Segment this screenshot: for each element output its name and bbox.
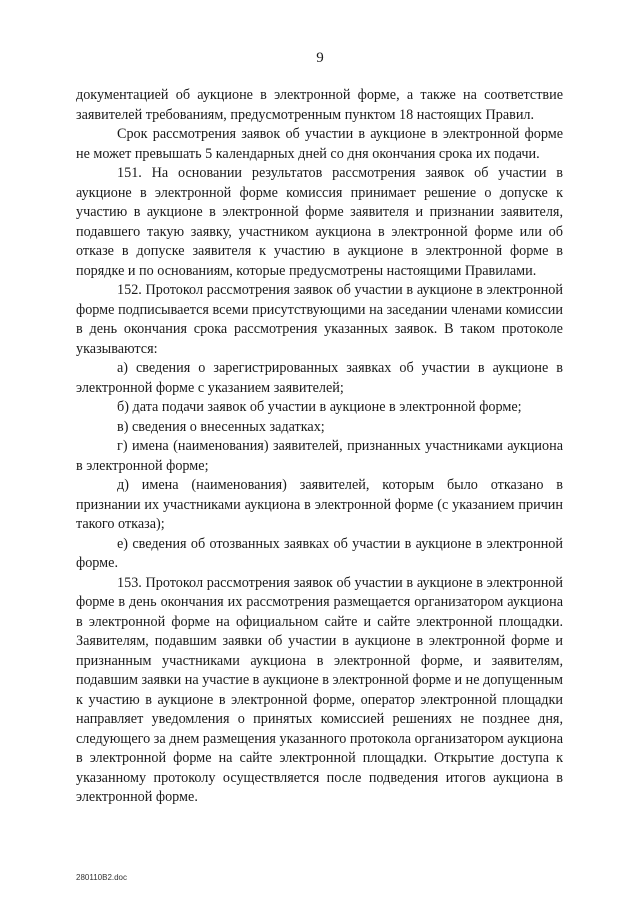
page-number: 9 <box>316 50 324 66</box>
paragraph: 152. Протокол рассмотрения заявок об участии в аукционе в электронной форме подписывается всеми присутствующими на заседании членами комиссии в день окончания срока рассмотрения указанных заявок. В таком протоколе указываются: <box>76 282 563 357</box>
list-item: а) сведения о зарегистрированных заявках об участии в аукционе в электронной форме с указанием заявителей; <box>76 360 563 396</box>
document-body <box>76 86 563 808</box>
list-item: г) имена (наименования) заявителей, признанных участниками аукциона в электронной форме; <box>76 438 563 474</box>
paragraph: документацией об аукционе в электронной форме, а также на соответствие заявителей требованиям, предусмотренным пунктом 18 настоящих Правил. <box>76 87 563 123</box>
list-item: б) дата подачи заявок об участии в аукционе в электронной форме; <box>117 399 522 415</box>
paragraph: 153. Протокол рассмотрения заявок об участии в аукционе в электронной форме в день окончания их рассмотрения размещается организатором аукциона в электронной форме на официальном сайте и сайте электронной площадки. Заявителям, подавшим заявки об участии в аукционе в электронной форме и признанным участниками аукциона в электронной форме, и заявителям, подавшим заявки на участие в аукционе в электронной форме и не допущенным к участию в аукционе в электронной форме, оператор электронной площадки направляет уведомления о принятых комиссией решениях не позднее дня, следующего за днем размещения указанного протокола организатором аукциона в электронной форме на сайте электронной площадки. Открытие доступа к указанному протоколу осуществляется после подведения итогов аукциона в электронной форме. <box>76 574 563 805</box>
file-name-footer: 280110В2.doc <box>76 873 128 882</box>
list-item: д) имена (наименования) заявителей, которым было отказано в признании их участниками аукциона в электронной форме (с указанием причин такого отказа); <box>76 477 563 532</box>
list-item: е) сведения об отозванных заявках об участии в аукционе в электронной форме. <box>76 535 563 571</box>
paragraph: Срок рассмотрения заявок об участии в аукционе в электронной форме не может превышать 5 календарных дней со дня окончания срока их подачи. <box>76 126 563 162</box>
paragraph: 151. На основании результатов рассмотрения заявок об участии в аукционе в электронной форме комиссия принимает решение о допуске к участию в аукционе в электронной форме заявителя и признании заявителя, подавшего такую заявку, участником аукциона в электронной форме или об отказе в допуске заявителя к участию в аукционе в электронной форме в порядке и по основаниям, которые предусмотрены настоящими Правилами. <box>76 165 563 279</box>
list-item: в) сведения о внесенных задатках; <box>117 418 325 435</box>
